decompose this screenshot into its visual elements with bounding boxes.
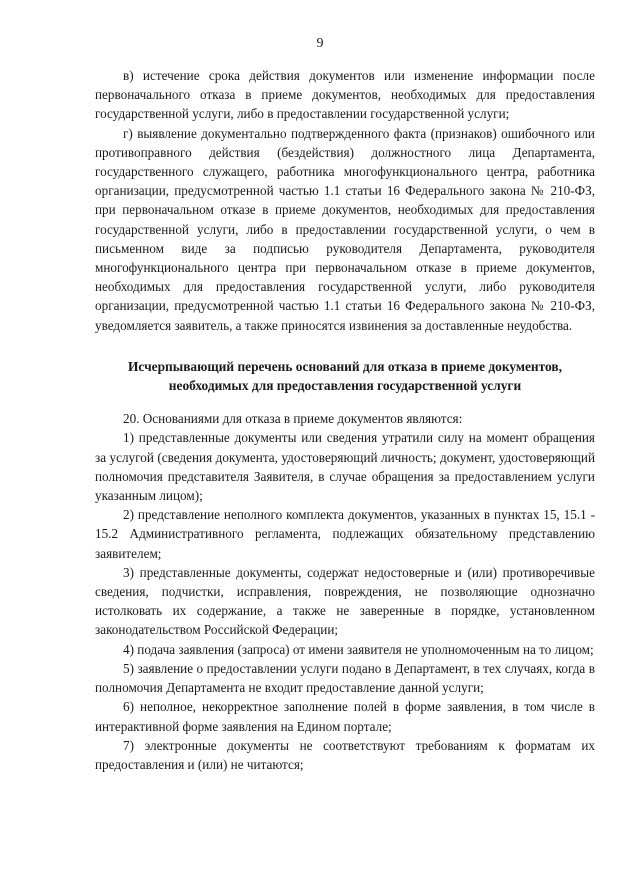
list-item-3: 3) представленные документы, содержат недостоверные и (или) противоречивые сведения, подчистки, исправления, повреждения, не позволяющие однозначно истолковать их содержание, а также не заверенные в порядке, установленном законодательством Российской Федерации; [95, 564, 595, 638]
list-item-7: 7) электронные документы не соответствуют требованиям к форматам их предоставления и (или) не читаются; [95, 737, 595, 772]
list-item-1: 1) представленные документы или сведения утратили силу на момент обращения за услугой (сведения документа, удостоверяющий личность; документ, удостоверяющий полномочия представителя Заявителя, в случае обращения за предоставлением услуги указанным лицом); [95, 430, 595, 504]
paragraph-v: в) истечение срока действия документов или изменение информации после первоначального отказа в приеме документов, необходимых для предоставления государственной услуги, либо в предоставлении государственной услуги; [95, 68, 595, 122]
list-item-4: 4) подача заявления (запроса) от имени заявителя не уполномоченным на то лицом; [123, 641, 594, 657]
section-heading: Исчерпывающий перечень оснований для отказа в приеме документов, необходимых для предоставления государственной услуги [128, 358, 562, 394]
paragraph-g: г) выявление документально подтвержденного факта (признаков) ошибочного или противоправного действия (бездействия) должностного лица Департамента, государственного служащего, работника многофункционального центра, работника организации, предусмотренной частью 1.1 статьи 16 Федерального закона № 210-ФЗ, при первоначальном отказе в приеме документов, необходимых для предоставления государственной услуги, либо в предоставлении государственной услуги, о чем в письменном виде за подписью руководителя Департамента, руководителя многофункционального центра при первоначальном отказе в приеме документов, необходимых для предоставления государственной услуги, либо руководителя организации, предусмотренной частью 1.1 статьи 16 Федерального закона № 210-ФЗ, уведомляется заявитель, а также приносятся извинения за доставленные неудобства. [95, 125, 595, 333]
list-item-6: 6) неполное, некорректное заполнение полей в форме заявления, в том числе в интерактивной форме заявления на Едином портале; [95, 699, 595, 734]
paragraph-20: 20. Основаниями для отказа в приеме документов являются: [123, 411, 463, 427]
list-item-2: 2) представление неполного комплекта документов, указанных в пунктах 15, 15.1 - 15.2 Административного регламента, подлежащих обязательному представлению заявителем; [95, 507, 595, 561]
list-item-5: 5) заявление о предоставлении услуги подано в Департамент, в тех случаях, когда в полномочия Департамента не входит предоставление данной услуги; [95, 660, 595, 696]
document-body [95, 66, 595, 774]
page-number: 9 [316, 36, 324, 51]
